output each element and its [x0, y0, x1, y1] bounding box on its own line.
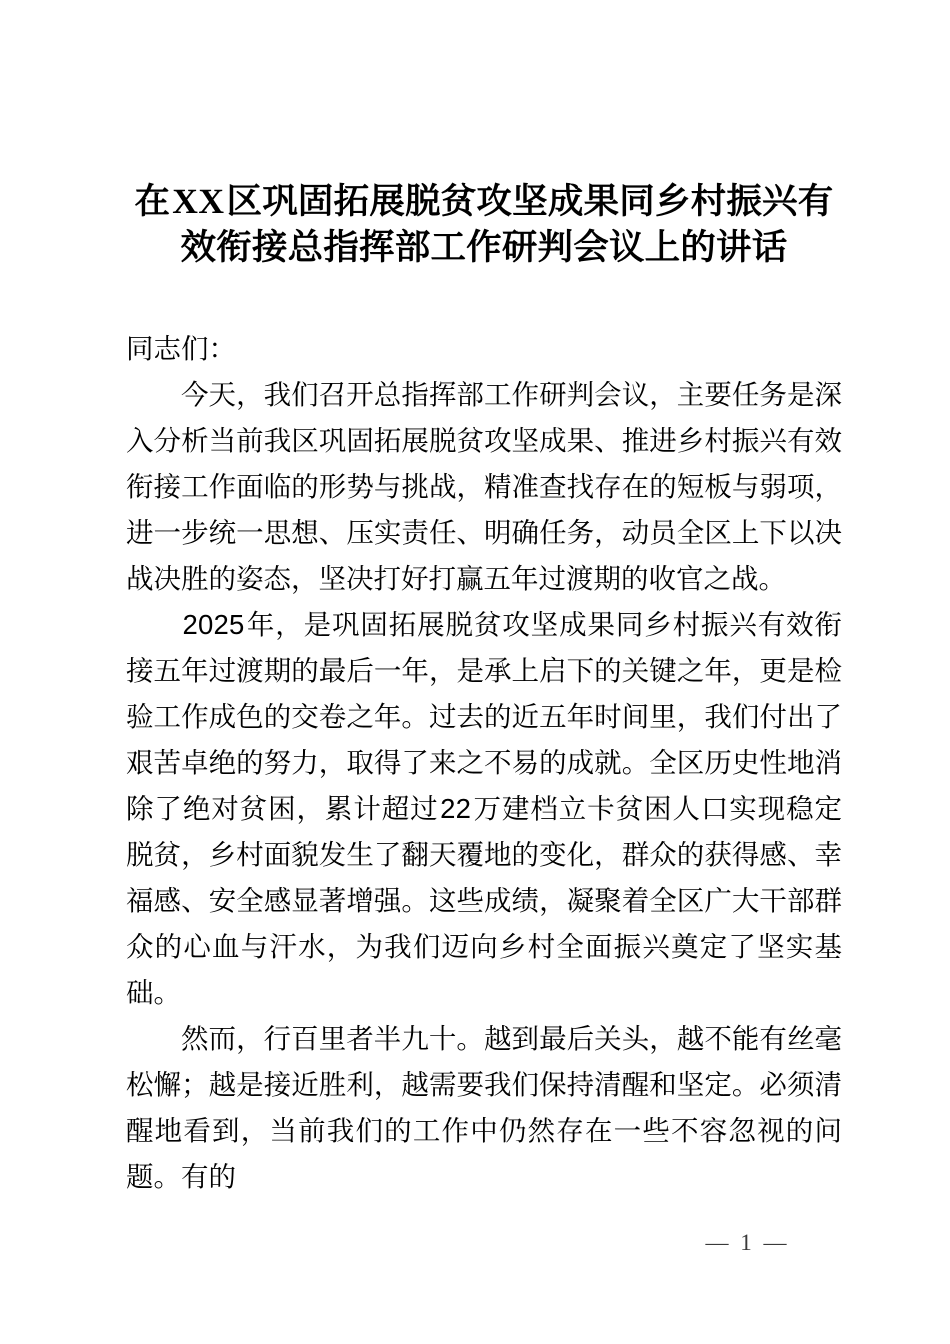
title-line-2: 效衔接总指挥部工作研判会议上的讲话 [180, 227, 788, 267]
paragraph-2-part-2: 万建档立卡贫困人口实现稳定脱贫，乡村面貌发生了翻天覆地的变化，群众的获得感、幸福感、安全感显著增强。这些成绩，凝聚着全区广大干部群众的心血与汗水，为我们迈向乡村全面振兴奠定了坚实基础。 [126, 793, 843, 1008]
page-number: — 1 — [705, 1230, 790, 1255]
body-paragraph-2 [126, 602, 842, 1016]
page-footer [0, 1228, 950, 1258]
title-prefix: 在 [134, 181, 171, 221]
title-latin-placeholder: XX [172, 181, 225, 221]
paragraph-2-part-1: 年，是巩固拓展脱贫攻坚成果同乡村振兴有效衔接五年过渡期的最后一年，是承上启下的关键之年，更是检验工作成色的交卷之年。过去的近五年时间里，我们付出了艰苦卓绝的努力，取得了来之不易的成就。全区历史性地消除了绝对贫困，累计超过 [126, 609, 842, 824]
title-line-1-suffix: 区巩固拓展脱贫攻坚成果同乡村振兴有 [226, 181, 834, 221]
body-paragraph-1: 今天，我们召开总指挥部工作研判会议，主要任务是深入分析当前我区巩固拓展脱贫攻坚成果、推进乡村振兴有效衔接工作面临的形势与挑战，精准查找存在的短板与弱项，进一步统一思想、压实责任、明确任务，动员全区上下以决战决胜的姿态，坚决打好打赢五年过渡期的收官之战。 [126, 379, 842, 594]
year-value: 2025 [182, 609, 245, 640]
page-title [126, 0, 842, 270]
body-paragraph-3: 然而，行百里者半九十。越到最后关头，越不能有丝毫松懈；越是接近胜利，越需要我们保持清醒和坚定。必须清醒地看到，当前我们的工作中仍然存在一些不容忽视的问题。有的 [126, 1023, 842, 1192]
document-body [126, 0, 842, 1200]
salutation: 同志们： [126, 333, 236, 364]
poverty-count-value: 22 [440, 793, 472, 824]
